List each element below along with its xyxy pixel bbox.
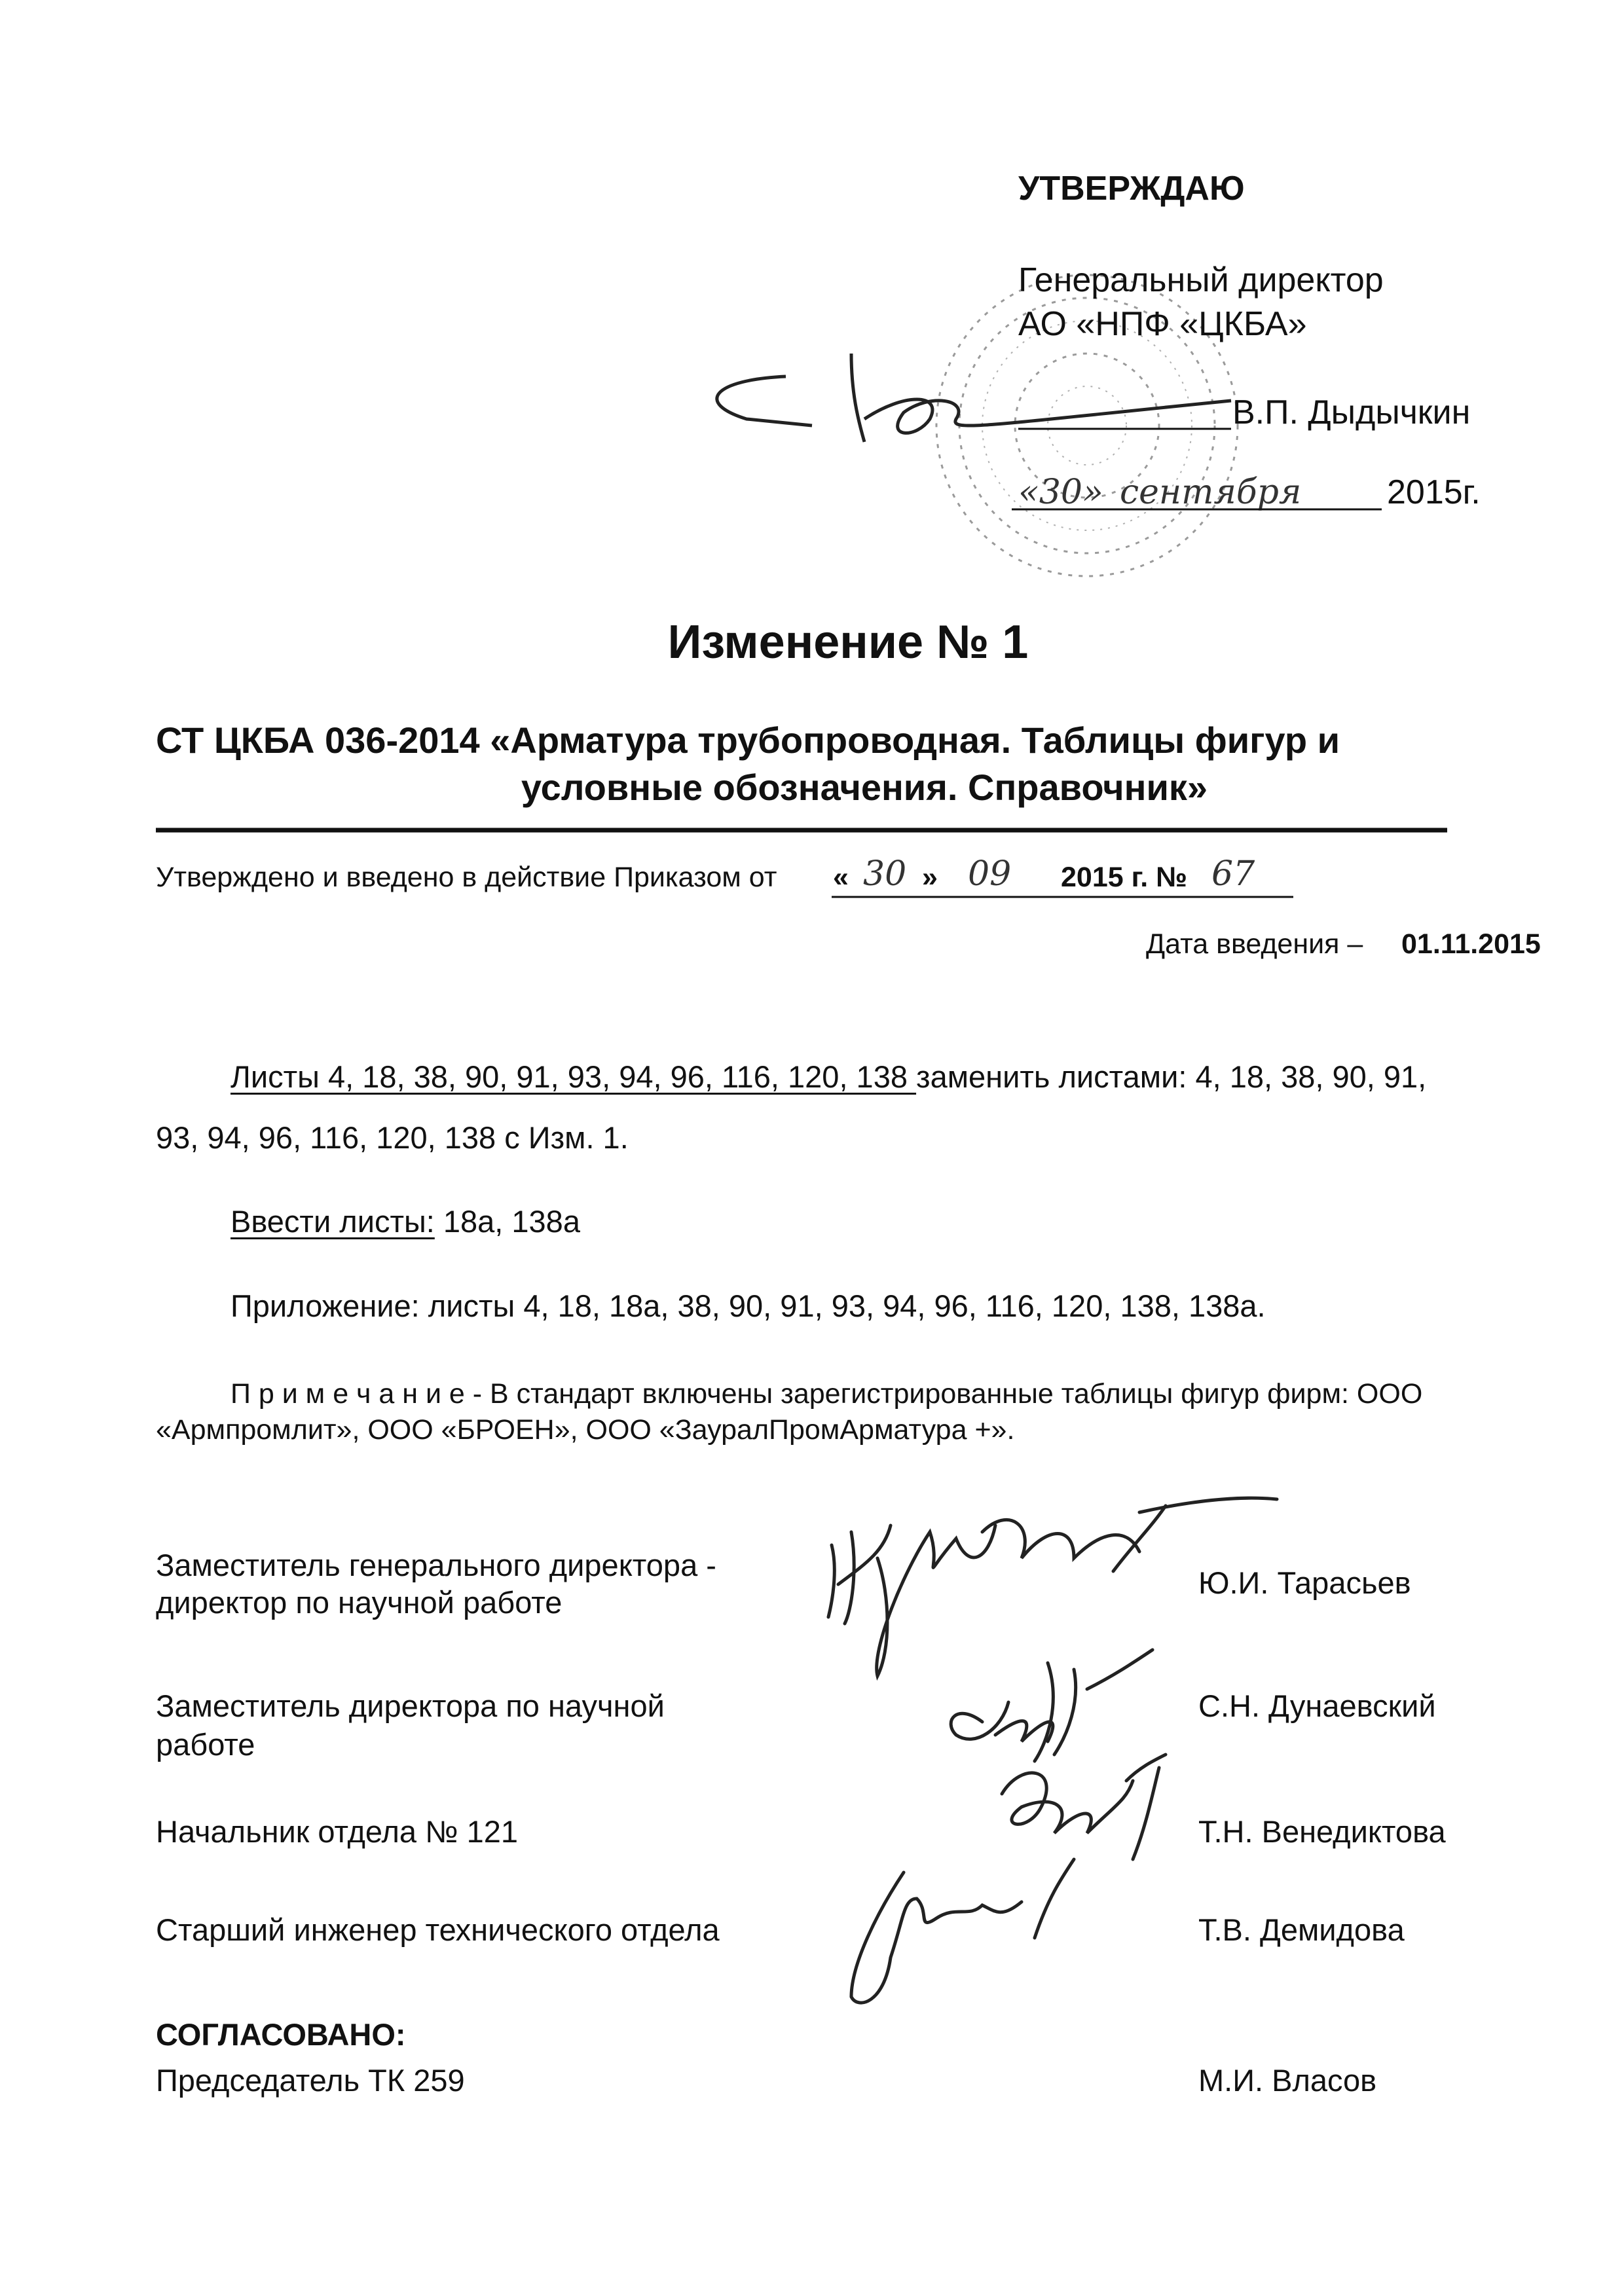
- signatory-2-name: С.Н. Дунаевский: [1198, 1688, 1436, 1723]
- order-open-quote: «: [833, 862, 849, 893]
- add-sheets-values: 18а, 138а: [434, 1204, 580, 1239]
- order-text: Утверждено и введено в действие Приказом от: [156, 862, 777, 893]
- approval-name: В.П. Дыдычкин: [1232, 393, 1471, 431]
- approval-heading: УТВЕРЖДАЮ: [1018, 170, 1245, 208]
- approval-position-line1: Генеральный директор: [1018, 261, 1384, 299]
- signatory-2-position-line2: работе: [156, 1727, 255, 1762]
- agreed-position: Председатель ТК 259: [156, 2063, 465, 2098]
- approval-date-month: сентября: [1120, 473, 1302, 512]
- order-day: 30: [863, 854, 907, 894]
- agreed-name: М.И. Власов: [1198, 2063, 1377, 2098]
- add-sheets-label: Ввести листы:: [231, 1204, 435, 1239]
- document-title: Изменение № 1: [667, 616, 1029, 668]
- order-year-num: 2015 г. №: [1061, 862, 1188, 893]
- approval-date-day: «30»: [1018, 473, 1103, 512]
- replacement-sheets: заменить листами: 4, 18, 38, 90, 91,: [916, 1059, 1427, 1094]
- approval-date-year: 2015г.: [1387, 473, 1481, 511]
- subtitle-line2: условные обозначения. Справочник»: [521, 767, 1208, 808]
- signatory-4-position: Старший инженер технического отдела: [156, 1912, 720, 1947]
- note-text: - В стандарт включены зарегистрированные таблицы фигур фирм: ООО: [464, 1378, 1423, 1410]
- signatory-1-name: Ю.И. Тарасьев: [1198, 1565, 1411, 1600]
- intro-date-value: 01.11.2015: [1401, 928, 1541, 960]
- signatory-3-name: Т.Н. Венедиктова: [1198, 1814, 1446, 1849]
- replaced-sheets: Листы 4, 18, 38, 90, 91, 93, 94, 96, 116, 120, 138: [231, 1059, 917, 1094]
- signatory-4-name: Т.В. Демидова: [1198, 1912, 1405, 1947]
- intro-date-label: Дата введения –: [1146, 928, 1363, 960]
- approval-position-line2: АО «НПФ «ЦКБА»: [1018, 305, 1307, 343]
- order-close-quote: »: [922, 862, 938, 893]
- signatory-2-position-line1: Заместитель директора по научной: [156, 1688, 665, 1723]
- signatory-1-position-line1: Заместитель генерального директора -: [156, 1548, 716, 1582]
- agreed-heading: СОГЛАСОВАНО:: [156, 2017, 406, 2052]
- signatory-3-position: Начальник отдела № 121: [156, 1814, 519, 1849]
- body-paragraph-3: Приложение: листы 4, 18, 18а, 38, 90, 91, 93, 94, 96, 116, 120, 138, 138а.: [231, 1288, 1266, 1323]
- order-month: 09: [968, 854, 1012, 894]
- body-paragraph-1-cont: 93, 94, 96, 116, 120, 138 с Изм. 1.: [156, 1120, 629, 1155]
- note-line2: «Армпромлит», ООО «БРОЕН», ООО «ЗауралПромАрматура +».: [156, 1414, 1015, 1446]
- note-label: П р и м е ч а н и е: [231, 1378, 465, 1410]
- signatory-1-position-line2: директор по научной работе: [156, 1585, 563, 1620]
- order-number: 67: [1211, 854, 1255, 894]
- subtitle-line1: СТ ЦКБА 036-2014 «Арматура трубопроводная. Таблицы фигур и: [156, 720, 1340, 761]
